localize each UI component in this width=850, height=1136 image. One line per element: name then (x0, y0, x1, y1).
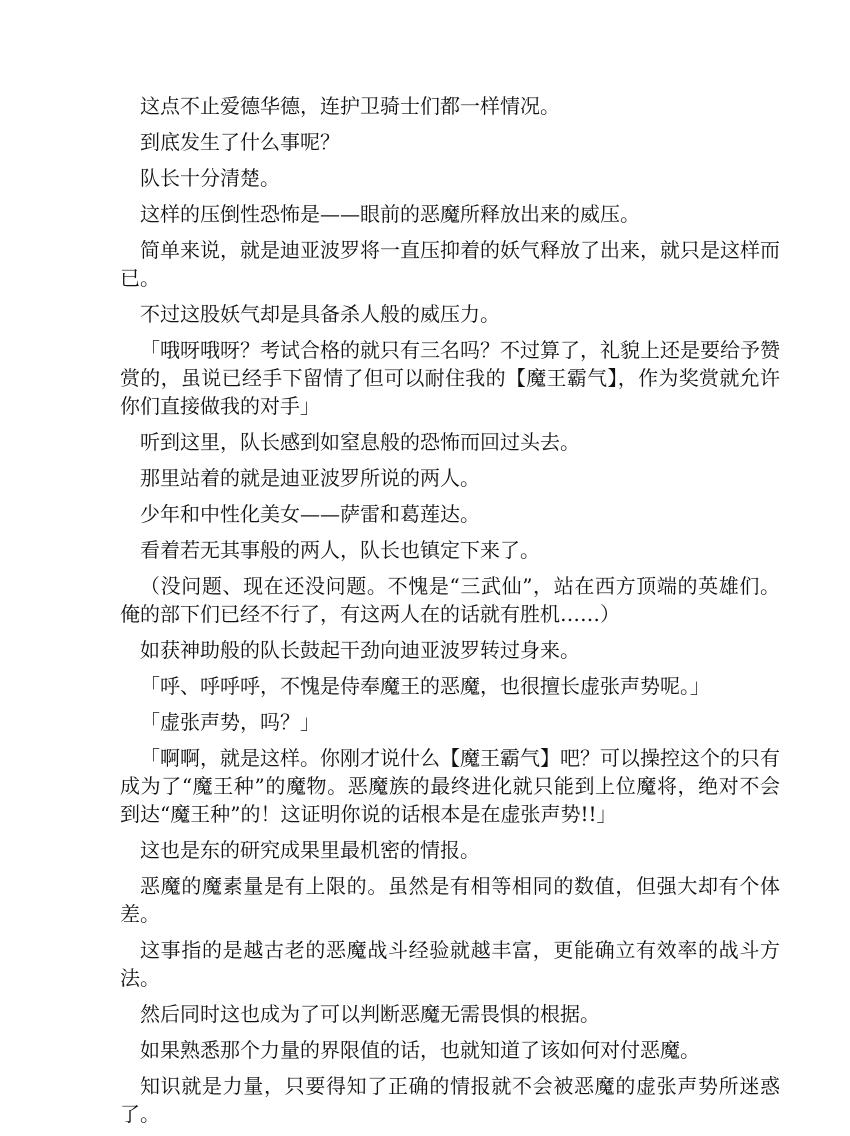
document-body (120, 92, 780, 1136)
paragraph: 少年和中性化美女——萨雷和葛莲达。 (140, 502, 480, 526)
paragraph: 看着若无其事般的两人，队长也镇定下来了。 (140, 538, 540, 562)
paragraph: 简单来说，就是迪亚波罗将一直压抑着的妖气释放了出来，就只是这样而已。 (120, 238, 780, 290)
paragraph: （没问题、现在还没问题。不愧是“三武仙”，站在西方顶端的英雄们。俺的部下们已经不行了，有这两人在的话就有胜机……） (120, 574, 780, 626)
paragraph: 听到这里，队长感到如窒息般的恐怖而回过头去。 (140, 430, 580, 454)
paragraph: 恶魔的魔素量是有上限的。虽然是有相等相同的数值，但强大却有个体差。 (120, 874, 780, 926)
paragraph: 那里站着的就是迪亚波罗所说的两人。 (140, 466, 480, 490)
paragraph: 然后同时这也成为了可以判断恶魔无需畏惧的根据。 (140, 1002, 600, 1026)
paragraph: 这样的压倒性恐怖是——眼前的恶魔所释放出来的威压。 (140, 202, 640, 226)
paragraph: 这也是东的研究成果里最机密的情报。 (140, 838, 480, 862)
paragraph: 「呼、呼呼呼，不愧是侍奉魔王的恶魔，也很擅长虚张声势呢。」 (140, 674, 710, 698)
paragraph: 如获神助般的队长鼓起干劲向迪亚波罗转过身来。 (140, 638, 580, 662)
paragraph: 这事指的是越古老的恶魔战斗经验就越丰富，更能确立有效率的战斗方法。 (120, 938, 780, 990)
paragraph: 如果熟悉那个力量的界限值的话，也就知道了该如何对付恶魔。 (140, 1038, 700, 1062)
paragraph: 到底发生了什么事呢？ (140, 130, 340, 154)
paragraph: 「啊啊，就是这样。你刚才说什么【魔王霸气】吧？可以操控这个的只有成为了“魔王种”的魔物。恶魔族的最终进化就只能到上位魔将，绝对不会到达“魔王种”的！这证明你说的话根本是在虚张声势!!」 (120, 746, 780, 826)
paragraph: 「虚张声势，吗？」 (140, 710, 320, 734)
paragraph: 知识就是力量，只要得知了正确的情报就不会被恶魔的虚张声势所迷惑了。 (120, 1074, 780, 1126)
paragraph: 队长十分清楚。 (140, 166, 280, 190)
paragraph: 不过这股妖气却是具备杀人般的威压力。 (140, 302, 500, 326)
paragraph: 这点不止爱德华德，连护卫骑士们都一样情况。 (140, 94, 560, 118)
paragraph: 「哦呀哦呀？考试合格的就只有三名吗？不过算了，礼貌上还是要给予赞赏的，虽说已经手下留情了但可以耐住我的【魔王霸气】，作为奖赏就允许你们直接做我的对手」 (120, 338, 780, 418)
